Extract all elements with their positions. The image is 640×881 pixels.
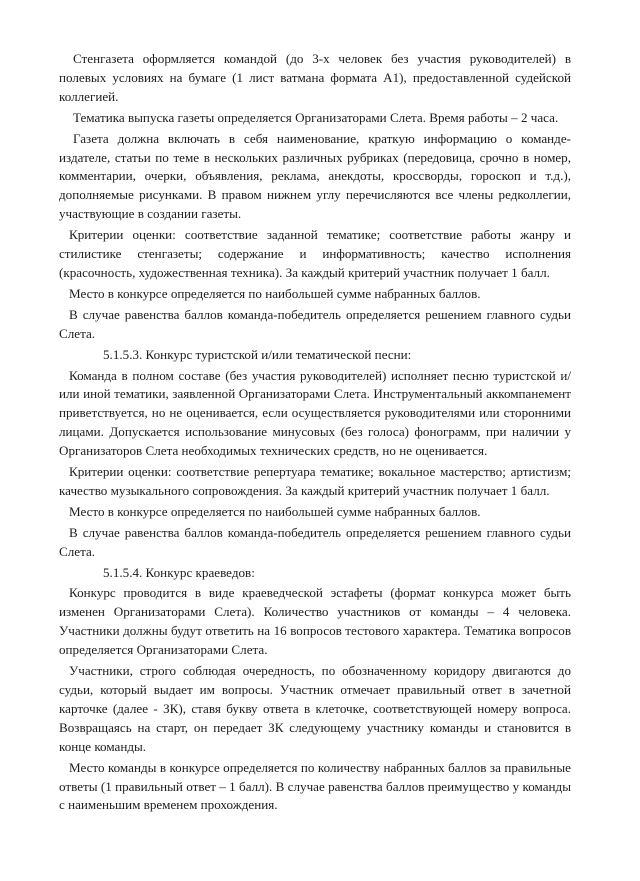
paragraph-song-criteria: Критерии оценки: соответствие репертуара тематике; вокальное мастерство; артистизм; качество музыкального сопровождения. За каждый критерий участник получает 1 балл. (59, 464, 571, 498)
paragraph-stengazeta-theme: Тематика выпуска газеты определяется Организаторами Слета. Время работы – 2 часа. (73, 109, 559, 125)
paragraph-stengazeta-format: Стенгазета оформляется командой (до 3-х человек без участия руководителей) в полевых условиях на бумаге (1 лист ватмана формата А1), предоставленной судейской коллегией. (59, 51, 571, 104)
paragraph-song-place: Место в конкурсе определяется по наибольшей сумме набранных баллов. (69, 503, 481, 519)
paragraph-song-tie: В случае равенства баллов команда-победитель определяется решением главного судьи Слета. (59, 524, 571, 559)
section-heading-local-history-contest: 5.1.5.4. Конкурс краеведов: (103, 564, 255, 580)
paragraph-song-performance: Команда в полном составе (без участия руководителей) исполняет песню туристской и/или иной тематики, заявленной Организаторами Слета. Инструментальный аккомпанемент приветствуется, но не оценивается, если осуществляется руководителями или сторонними лицами. Допускается использование минусовых (без голоса) фонограмм, при наличии у Организаторов Слета необходимых технических средств, но не оценивается. (59, 367, 571, 459)
document-body (59, 50, 571, 817)
paragraph-local-history-scoring: Место команды в конкурсе определяется по количеству набранных баллов за правильные ответы (1 правильный ответ – 1 балл). В случае равенства баллов преимущество у команды с наименьшим временем прохождения. (59, 759, 571, 813)
paragraph-stengazeta-place: Место в конкурсе определяется по наибольшей сумме набранных баллов. (69, 285, 481, 301)
paragraph-stengazeta-tie: В случае равенства баллов команда-победитель определяется решением главного судьи Слета. (59, 306, 571, 341)
section-heading-song-contest: 5.1.5.3. Конкурс туристской и/или тематической песни: (103, 346, 412, 362)
paragraph-local-history-format: Конкурс проводится в виде краеведческой эстафеты (формат конкурса может быть изменен Организаторами Слета). Количество участников от команды – 4 человека. Участники должны будут ответить на 16 вопросов тестового характера. Тематика вопросов определяется Организаторами Слета. (59, 585, 571, 658)
paragraph-stengazeta-content: Газета должна включать в себя наименование, краткую информацию о команде-издателе, статьи по теме в нескольких различных рубриках (передовица, срочно в номер, комментарии, очерки, объявления, реклама, анекдоты, кроссворды, гороскоп и т.д.), дополняемые рисунками. В правом нижнем углу перечисляются все члены редколлегии, участвующие в создании газеты. (59, 130, 571, 222)
paragraph-local-history-procedure: Участники, строго соблюдая очередность, по обозначенному коридору двигаются до судьи, который выдает им вопросы. Участник отмечает правильный ответ в зачетной карточке (далее - ЗК), ставя букву ответа в клеточке, соответствующей номеру вопроса. Возвращаясь на старт, он передает ЗК следующему участнику команды и становится в конце команды. (59, 663, 571, 754)
paragraph-stengazeta-criteria: Критерии оценки: соответствие заданной тематике; соответствие работы жанру и стилистике стенгазеты; содержание и информативность; качество исполнения (красочность, художественная техника). За каждый критерий участник получает 1 балл. (59, 227, 571, 280)
